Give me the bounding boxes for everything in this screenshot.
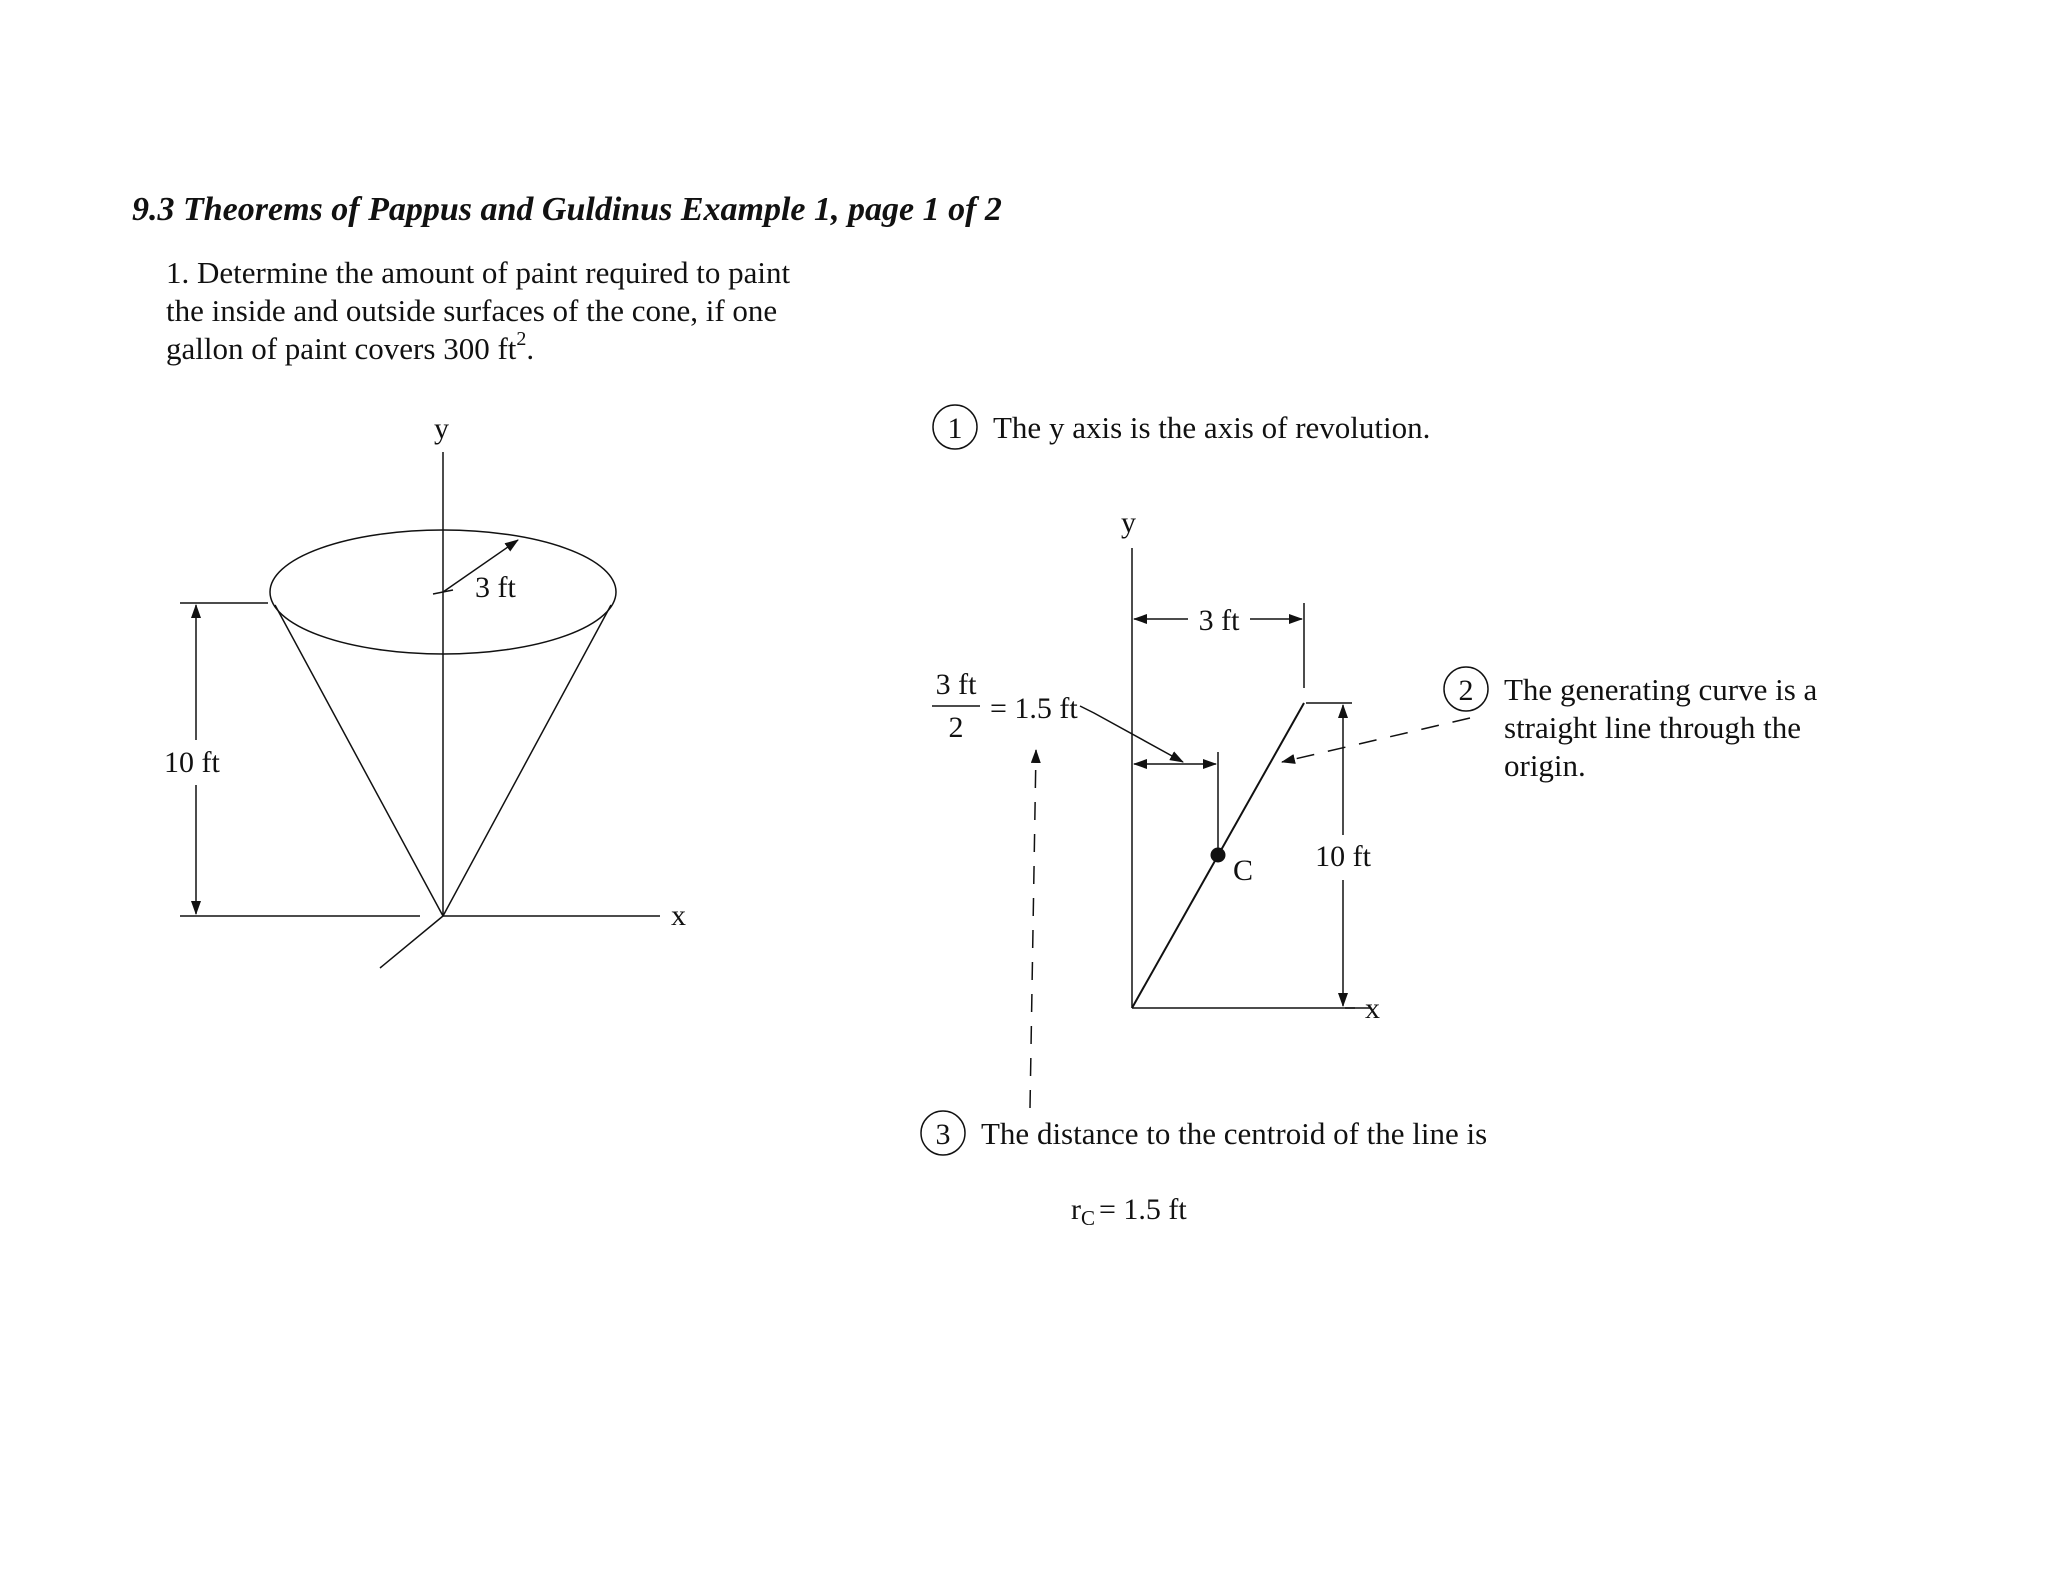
step-2-text-line-2: straight line through the [1504, 710, 1802, 745]
cone-z-axis [380, 916, 443, 968]
step-2-text-line-1: The generating curve is a [1504, 672, 1818, 707]
step-number: 2 [1458, 674, 1474, 707]
step-1-text: The y axis is the axis of revolution. [993, 410, 1431, 445]
step-3-pointer [1030, 750, 1036, 1108]
problem-line-2: the inside and outside surfaces of the cone, if one [166, 293, 778, 328]
problem-line-3: gallon of paint covers 300 $ft^2$. [166, 328, 535, 366]
step-number: 1 [947, 412, 963, 445]
line-height-label: 10 ft [1315, 840, 1371, 873]
centroid-label: C [1233, 854, 1254, 887]
fraction-numerator: 3 ft [935, 668, 977, 701]
width-label: 3 ft [1198, 604, 1240, 637]
result-equation: $r_C = 1.5$ ft [1071, 1193, 1187, 1230]
fraction-denominator: 2 [948, 711, 964, 744]
centroid-fraction [932, 668, 1183, 762]
problem-line-1: 1. Determine the amount of paint required to paint [166, 255, 791, 290]
step-3-text: The distance to the centroid of the line is [981, 1116, 1488, 1151]
line-y-axis-label: y [1121, 506, 1136, 539]
step-2-text-line-3: origin. [1504, 748, 1586, 783]
step-3 [921, 1111, 1487, 1155]
cone-right-side [443, 605, 611, 916]
step-number: 3 [935, 1118, 951, 1151]
radius-label: 3 ft [475, 571, 516, 604]
cone-left-side [275, 605, 443, 916]
step-2-pointer [1282, 718, 1470, 762]
page-title: 9.3 Theorems of Pappus and Guldinus Example 1, page 1 of 2 [132, 191, 1002, 228]
cone-x-axis-label: x [671, 899, 686, 932]
cone-y-axis-label: y [434, 412, 449, 445]
centroid-distance-result [1071, 1193, 1187, 1230]
step-1 [933, 405, 1430, 449]
problem-statement [166, 255, 791, 366]
cone-height-label: 10 ft [164, 746, 220, 779]
line-x-axis-label: x [1365, 992, 1380, 1025]
cone-diagram [164, 412, 686, 968]
step-2 [1444, 667, 1818, 783]
generating-line-diagram [1030, 506, 1470, 1108]
fraction-result: = 1.5 ft [990, 692, 1078, 725]
